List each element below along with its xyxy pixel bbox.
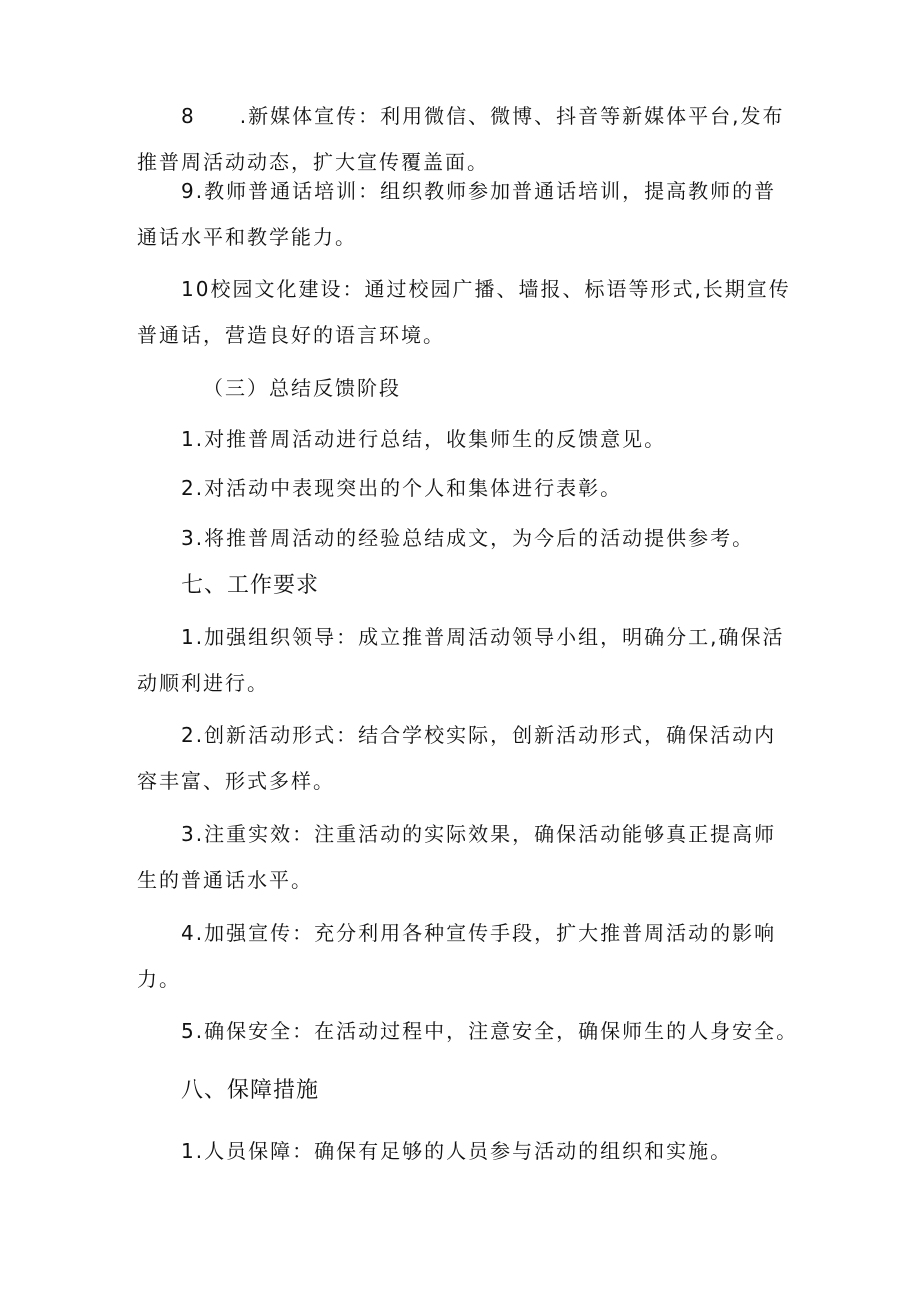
safeguard-item-1 (137, 1128, 797, 1174)
paragraph-item-10 (137, 266, 797, 358)
requirement-item-2 (137, 712, 797, 804)
paragraph-line: 3.将推普周活动的经验总结成文，为今后的活动提供参考。 (181, 526, 755, 550)
requirement-item-1 (137, 614, 797, 706)
paragraph-line: 容丰富、形式多样。 (137, 769, 335, 793)
paragraph-line: 动顺利进行。 (137, 671, 269, 695)
paragraph-line: 10校园文化建设：通过校园广播、墙报、标语等形式,长期宣传 (181, 277, 791, 301)
paragraph-line: 通话水平和教学能力。 (137, 225, 357, 249)
summary-item-2 (137, 465, 797, 511)
paragraph-line: 1.对推普周活动进行总结，收集师生的反馈意见。 (181, 427, 667, 451)
paragraph-line: 5.确保安全：在活动过程中，注意安全，确保师生的人身安全。 (181, 1019, 799, 1043)
summary-item-3 (137, 515, 797, 561)
requirement-item-3 (137, 811, 797, 903)
paragraph-line: 生的普通话水平。 (137, 868, 313, 892)
paragraph-line: 1.人员保障：确保有足够的人员参与活动的组织和实施。 (181, 1139, 733, 1163)
paragraph-line: 推普周活动动态，扩大宣传覆盖面。 (137, 150, 489, 174)
paragraph-item-9 (137, 168, 797, 260)
paragraph-line: 9.教师普通话培训：组织教师参加普通话培训，提高教师的普 (181, 179, 777, 203)
paragraph-line: 力。 (137, 967, 181, 991)
paragraph-line: 1.加强组织领导：成立推普周活动领导小组，明确分工,确保活 (181, 625, 785, 649)
requirement-item-4 (137, 910, 797, 1002)
paragraph-line: 4.加强宣传：充分利用各种宣传手段，扩大推普周活动的影响 (181, 921, 777, 945)
requirement-item-5 (137, 1008, 797, 1054)
summary-item-1 (137, 416, 797, 462)
summary-phase-heading: （三）总结反馈阶段 (203, 376, 401, 400)
paragraph-line: 2.创新活动形式：结合学校实际，创新活动形式，确保活动内 (181, 723, 777, 747)
paragraph-line: 3.注重实效：注重活动的实际效果，确保活动能够真正提高师 (181, 822, 777, 846)
paragraph-line: 8 .新媒体宣传：利用微信、微博、抖音等新媒体平台,发布 (181, 104, 785, 128)
section-7-heading: 七、工作要求 (181, 573, 320, 598)
paragraph-line: 2.对活动中表现突出的个人和集体进行表彰。 (181, 476, 623, 500)
paragraph-line: 普通话，营造良好的语言环境。 (137, 323, 445, 347)
section-8-heading: 八、保障措施 (181, 1078, 320, 1103)
